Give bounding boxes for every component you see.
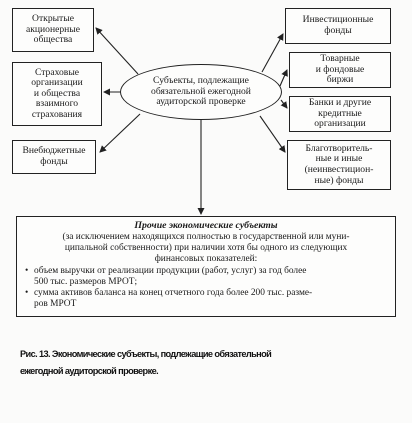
other-entities-title: Прочие экономические субъекты — [134, 220, 278, 231]
criterion-revenue: • объем выручки от реализации продукции (работ, услуг) за год более 500 тыс. размеров МРОТ; — [25, 266, 387, 288]
box-banks: Банки и другие кредитные организации — [289, 96, 391, 132]
arrow-to-banks — [281, 100, 287, 108]
box-open-joint-stock-companies: Открытые акционерные общества — [12, 8, 94, 52]
arrow-to-charity-funds — [260, 116, 285, 152]
box-investment-funds: Инвестиционные фонды — [285, 8, 391, 44]
arrow-to-investment-funds — [262, 34, 283, 72]
other-entities-note: (за исключением находящихся полностью в государственной или муни- ципальной собственности) при наличии хотя бы одного из следующих финансовых показателей: — [62, 232, 350, 264]
arrow-to-offbudget — [100, 114, 140, 152]
box-charity-funds: Благотворитель- ные и иные (неинвестицион- ные) фонды — [287, 140, 391, 190]
criterion-assets: • сумма активов баланса на конец отчетного года более 200 тыс. разме- ров МРОТ — [25, 288, 387, 310]
criteria-list — [25, 266, 387, 310]
arrow-to-open-jsc — [96, 28, 138, 74]
box-other-economic-entities — [16, 216, 396, 317]
box-commodity-exchanges: Товарные и фондовые биржи — [289, 52, 391, 88]
central-node: Субъекты, подлежащие обязательной ежегодной аудиторской проверке — [120, 64, 282, 120]
box-insurance-organizations: Страховые организации и общества взаимного страхования — [12, 62, 102, 126]
figure-caption: Рис. 13. Экономические субъекты, подлежащие обязательной ежегодной аудиторской проверке. — [20, 349, 272, 376]
arrow-to-exchanges — [280, 70, 287, 86]
box-off-budget-funds: Внебюджетные фонды — [12, 140, 96, 174]
